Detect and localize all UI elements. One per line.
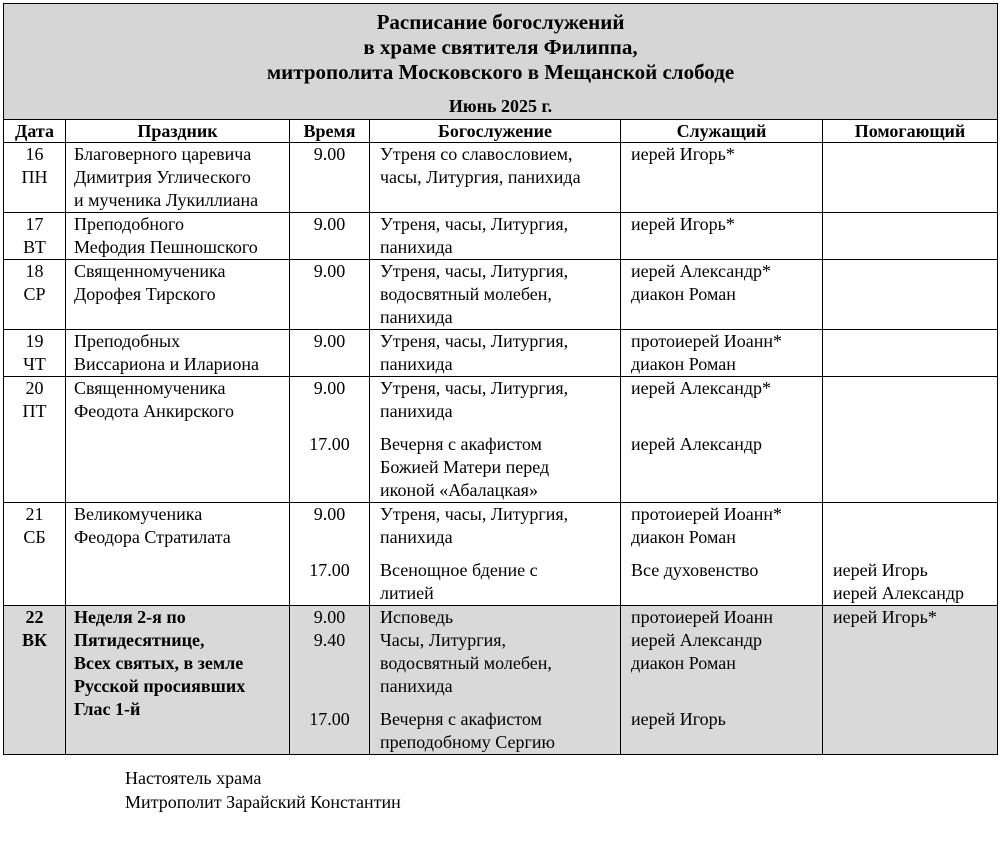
holiday-cell	[66, 377, 290, 503]
celebrant-cell	[621, 213, 823, 260]
celebrant-name: иерей Игорь*	[631, 214, 735, 234]
holiday-line: Феодота Анкирского	[74, 401, 234, 421]
weekday: СБ	[23, 527, 46, 547]
col-assistant-header: Помогающий	[823, 120, 998, 143]
schedule-table	[3, 3, 998, 755]
col-holiday-header: Праздник	[66, 120, 290, 143]
assistant-cell	[823, 143, 998, 213]
service-line: преподобному Сергию	[380, 732, 555, 752]
time-value: 9.00	[313, 504, 346, 524]
holiday-line: Благоверного царевича	[74, 144, 252, 164]
service-line: панихида	[380, 307, 453, 327]
weekday: ПН	[21, 167, 48, 187]
service-cell	[370, 330, 621, 377]
celebrant-name: диакон Роман	[631, 284, 736, 304]
title-line: митрополита Московского в Мещанской слободе	[266, 60, 735, 84]
time-value: 17.00	[309, 434, 350, 454]
weekday: ВТ	[23, 237, 46, 257]
time-cell	[290, 213, 370, 260]
service-line: Утреня, часы, Литургия,	[380, 214, 569, 234]
holiday-line: Русской просиявших	[74, 676, 246, 696]
service-cell	[370, 143, 621, 213]
holiday-line: Священномученика	[74, 378, 226, 398]
holiday-line: Преподобного	[74, 214, 184, 234]
header-row	[4, 120, 998, 143]
date-cell	[4, 213, 66, 260]
celebrant-name: диакон Роман	[631, 354, 736, 374]
service-cell	[370, 503, 621, 606]
rector-name: Митрополит Зарайский Константин	[125, 792, 401, 812]
service-line: литией	[380, 583, 434, 603]
service-line: панихида	[380, 527, 453, 547]
signature-block	[125, 766, 401, 814]
holiday-cell	[66, 503, 290, 606]
celebrant-name: иерей Игорь	[631, 709, 726, 729]
service-line: Утреня, часы, Литургия,	[380, 504, 569, 524]
service-line: Всенощное бдение с	[380, 560, 538, 580]
time-value: 9.00	[313, 607, 346, 627]
holiday-line: Неделя 2-я по	[74, 607, 186, 627]
assistant-cell	[823, 213, 998, 260]
schedule-row	[4, 143, 998, 213]
celebrant-name: иерей Александр	[631, 630, 763, 650]
date-cell	[4, 503, 66, 606]
celebrant-cell	[621, 260, 823, 330]
holiday-cell	[66, 606, 290, 755]
time-cell	[290, 606, 370, 755]
holiday-line: Пятидесятнице,	[74, 630, 205, 650]
title-line: Расписание богослужений	[376, 10, 625, 34]
celebrant-cell	[621, 330, 823, 377]
schedule-rows	[4, 143, 998, 755]
schedule-row	[4, 503, 998, 606]
service-line: иконой «Абалацкая»	[380, 480, 538, 500]
holiday-line: Глас 1-й	[74, 699, 141, 719]
service-line: панихида	[380, 401, 453, 421]
schedule-row	[4, 606, 998, 755]
weekday: ВК	[21, 630, 48, 650]
day-number: 16	[25, 144, 44, 164]
date-cell	[4, 330, 66, 377]
day-number: 19	[25, 331, 44, 351]
celebrant-name: иерей Александр	[631, 434, 763, 454]
service-line: Вечерня с акафистом	[380, 709, 542, 729]
time-cell	[290, 503, 370, 606]
celebrant-name: иерей Александр*	[631, 261, 772, 281]
celebrant-cell	[621, 143, 823, 213]
assistant-cell	[823, 260, 998, 330]
col-celebrant-header: Служащий	[621, 120, 823, 143]
celebrant-cell	[621, 503, 823, 606]
celebrant-name: Все духовенство	[631, 560, 759, 580]
holiday-line: Феодора Стратилата	[74, 527, 231, 547]
service-line: панихида	[380, 237, 453, 257]
time-cell	[290, 260, 370, 330]
service-line: панихида	[380, 354, 453, 374]
service-line: Утреня со славословием,	[380, 144, 573, 164]
assistant-name: иерей Александр	[833, 583, 965, 603]
assistant-cell	[823, 330, 998, 377]
assistant-name: иерей Игорь*	[833, 607, 937, 627]
weekday: ЧТ	[23, 354, 46, 374]
holiday-line: Мефодия Пешношского	[74, 237, 258, 257]
time-value: 17.00	[309, 709, 350, 729]
holiday-line: Виссариона и Илариона	[74, 354, 259, 374]
service-cell	[370, 377, 621, 503]
date-cell	[4, 260, 66, 330]
service-line: водосвятный молебен,	[380, 284, 552, 304]
weekday: СР	[23, 284, 46, 304]
service-line: Часы, Литургия,	[380, 630, 507, 650]
title-line: в храме святителя Филиппа,	[363, 35, 638, 59]
service-cell	[370, 606, 621, 755]
holiday-line: Всех святых, в земле	[74, 653, 244, 673]
col-time-header: Время	[290, 120, 370, 143]
holiday-cell	[66, 143, 290, 213]
service-cell	[370, 213, 621, 260]
time-value: 9.00	[313, 261, 346, 281]
schedule-row	[4, 213, 998, 260]
service-line: Божией Матери перед	[380, 457, 550, 477]
schedule-sheet	[3, 3, 997, 755]
time-value: 17.00	[309, 560, 350, 580]
schedule-row	[4, 330, 998, 377]
holiday-line: Димитрия Углического	[74, 167, 251, 187]
time-value: 9.00	[313, 144, 346, 164]
day-number: 21	[25, 504, 44, 524]
service-line: панихида	[380, 676, 453, 696]
day-number: 17	[25, 214, 44, 234]
celebrant-name: диакон Роман	[631, 527, 736, 547]
celebrant-cell	[621, 606, 823, 755]
time-value: 9.00	[313, 214, 346, 234]
holiday-line: Дорофея Тирского	[74, 284, 216, 304]
time-cell	[290, 330, 370, 377]
celebrant-name: иерей Игорь*	[631, 144, 735, 164]
time-cell	[290, 377, 370, 503]
holiday-cell	[66, 330, 290, 377]
holiday-line: Священномученика	[74, 261, 226, 281]
time-value: 9.00	[313, 331, 346, 351]
day-number: 22	[25, 607, 44, 627]
date-cell	[4, 606, 66, 755]
col-date-header: Дата	[4, 120, 66, 143]
service-cell	[370, 260, 621, 330]
day-number: 20	[25, 378, 44, 398]
col-service-header: Богослужение	[370, 120, 621, 143]
service-line: Утреня, часы, Литургия,	[380, 378, 569, 398]
month-label: Июнь 2025 г.	[448, 96, 553, 116]
celebrant-cell	[621, 377, 823, 503]
day-number: 18	[25, 261, 44, 281]
celebrant-name: протоиерей Иоанн	[631, 607, 774, 627]
assistant-cell	[823, 377, 998, 503]
service-line: Вечерня с акафистом	[380, 434, 542, 454]
date-cell	[4, 143, 66, 213]
assistant-cell	[823, 503, 998, 606]
date-cell	[4, 377, 66, 503]
time-cell	[290, 143, 370, 213]
rector-title: Настоятель храма	[125, 768, 262, 788]
service-line: часы, Литургия, панихида	[380, 167, 581, 187]
holiday-line: и мученика Лукиллиана	[74, 190, 259, 210]
celebrant-name: иерей Александр*	[631, 378, 772, 398]
holiday-cell	[66, 213, 290, 260]
service-line: Утреня, часы, Литургия,	[380, 261, 569, 281]
holiday-line: Преподобных	[74, 331, 181, 351]
weekday: ПТ	[22, 401, 47, 421]
schedule-title	[4, 4, 998, 120]
service-line: водосвятный молебен,	[380, 653, 552, 673]
holiday-line: Великомученика	[74, 504, 203, 524]
celebrant-name: протоиерей Иоанн*	[631, 331, 783, 351]
holiday-cell	[66, 260, 290, 330]
service-line: Утреня, часы, Литургия,	[380, 331, 569, 351]
time-value: 9.00	[313, 378, 346, 398]
service-line: Исповедь	[380, 607, 454, 627]
schedule-row	[4, 377, 998, 503]
schedule-row	[4, 260, 998, 330]
assistant-name: иерей Игорь	[833, 560, 928, 580]
assistant-cell	[823, 606, 998, 755]
celebrant-name: диакон Роман	[631, 653, 736, 673]
time-value: 9.40	[313, 630, 346, 650]
celebrant-name: протоиерей Иоанн*	[631, 504, 783, 524]
